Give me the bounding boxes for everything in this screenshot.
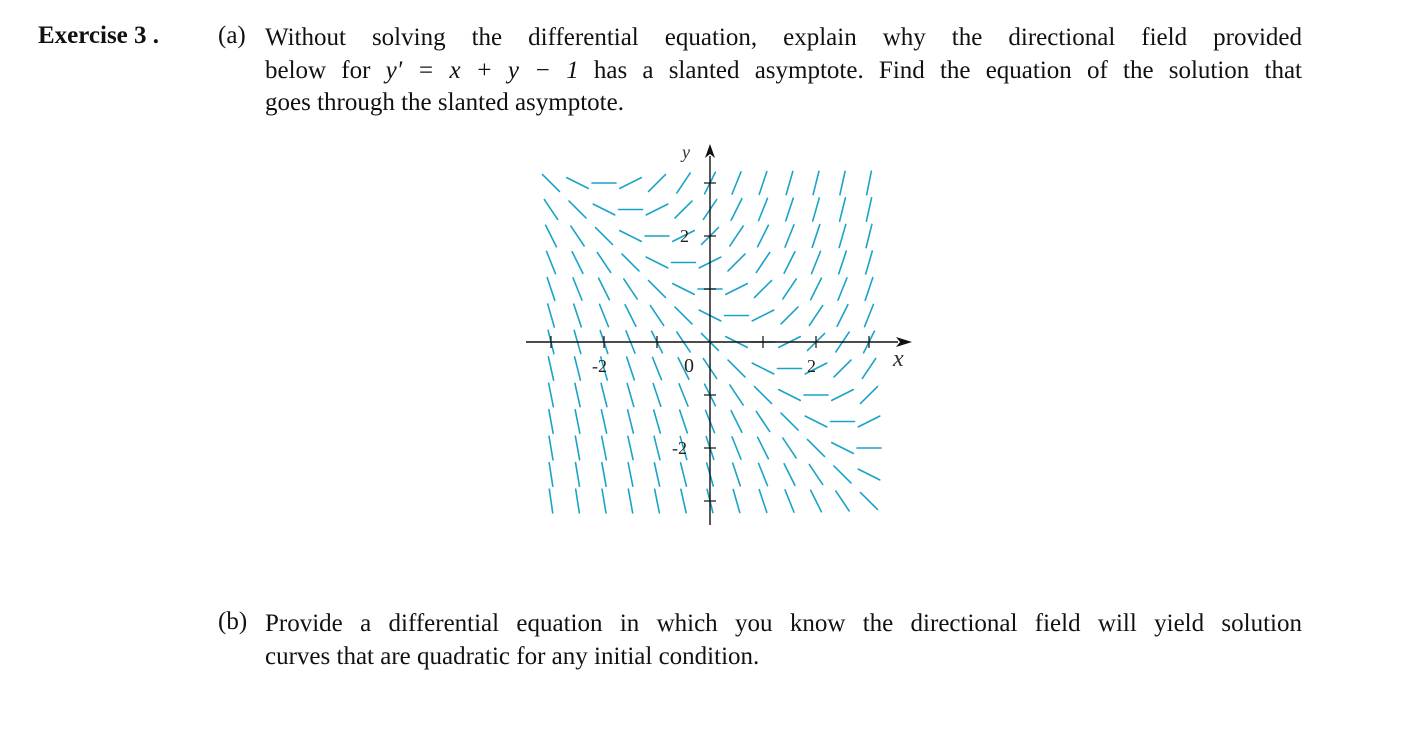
slope-segment (573, 278, 582, 300)
slope-segment (756, 412, 769, 432)
slope-segment (811, 490, 822, 511)
slope-segment (602, 489, 606, 513)
slope-segment (677, 173, 690, 193)
slope-segment (730, 226, 743, 246)
y-axis-arrow-icon (705, 144, 715, 158)
slope-segment (731, 199, 742, 220)
y-tick-label: -2 (672, 438, 687, 458)
slope-segment (646, 204, 667, 215)
slope-segment (728, 360, 745, 377)
slope-segment (733, 463, 741, 486)
slope-segment (574, 304, 582, 327)
slope-segment (654, 410, 661, 433)
slope-segment (601, 410, 606, 433)
slope-segment (862, 359, 875, 379)
slope-segment (730, 385, 743, 405)
slope-segment (576, 489, 580, 513)
x-tick-label: 2 (807, 356, 816, 376)
slope-segment (628, 410, 634, 433)
slope-segment (784, 252, 795, 273)
slope-segment (654, 463, 659, 486)
slope-segment (675, 201, 692, 218)
slope-segment (783, 279, 796, 299)
slope-segment (786, 198, 794, 221)
slope-segment (575, 410, 580, 434)
part-a-line-3: goes through the slanted asymptote. (265, 89, 624, 116)
slope-segment (752, 363, 773, 374)
slope-segment (839, 251, 847, 274)
slope-segment (836, 491, 849, 511)
slope-segment (867, 171, 872, 195)
slope-segment (812, 225, 820, 248)
y-axis-label: y (682, 142, 690, 162)
slope-segment (865, 304, 874, 326)
slope-segment (654, 436, 660, 459)
slope-segment (627, 383, 634, 406)
slope-segment (861, 493, 878, 510)
slope-segment (812, 251, 821, 273)
slope-segment (779, 390, 800, 401)
slope-segment (653, 357, 662, 379)
slope-segment (572, 252, 583, 273)
slope-segment (673, 284, 694, 295)
slope-segment (732, 437, 741, 459)
slope-segment (781, 413, 798, 430)
slope-segment (755, 281, 772, 298)
slope-segment (813, 198, 820, 221)
slope-segment (832, 443, 853, 454)
slope-segment (548, 304, 555, 327)
slope-segment (834, 466, 851, 483)
slope-segment (759, 198, 768, 220)
slope-segment (786, 171, 793, 194)
slope-segment (650, 306, 663, 326)
x-axis-label: x (893, 346, 904, 372)
part-b-label: (b) (218, 608, 248, 635)
slope-segment (646, 257, 667, 268)
part-b-text (265, 608, 1302, 673)
slope-segment (547, 251, 556, 273)
x-tick-label: -2 (592, 356, 607, 376)
slope-segment (809, 306, 822, 326)
part-b-line-2: curves that are quadratic for any initial condition. (265, 642, 760, 670)
slope-segment (620, 178, 641, 189)
slope-segment (576, 463, 580, 487)
slope-segment (759, 172, 767, 195)
slope-segment (549, 436, 553, 460)
slope-segment (575, 357, 581, 380)
slope-segment (628, 436, 633, 459)
slope-segment (655, 489, 660, 513)
slope-segment (624, 279, 637, 299)
slope-segment (571, 226, 584, 246)
slope-segment (546, 225, 557, 246)
slope-segment (758, 437, 769, 458)
slope-segment (781, 307, 798, 324)
slope-segment (649, 281, 666, 298)
slope-segment (838, 278, 847, 300)
slope-segment (726, 284, 747, 295)
slope-segment (549, 383, 554, 407)
slope-segment (602, 463, 606, 487)
slope-segment (752, 310, 773, 321)
slope-segment (733, 489, 740, 512)
slope-segment (543, 175, 560, 192)
slope-segment (596, 228, 613, 245)
exercise-heading: Exercise 3 . (38, 22, 160, 49)
part-b-line-1: Provide a differential equation in which you know the directional field will yield solution (265, 610, 1302, 637)
slope-segment (866, 198, 871, 221)
slope-segment (681, 463, 687, 486)
slope-segment (858, 469, 879, 480)
slope-segment (569, 201, 586, 218)
slope-segment (567, 178, 588, 189)
slope-segment (811, 278, 822, 299)
slope-segment (549, 463, 553, 487)
slope-segment (544, 200, 557, 220)
y-tick-label: 2 (680, 226, 689, 246)
slope-segment (858, 416, 879, 427)
slope-segment (783, 438, 796, 458)
slope-segment (599, 278, 610, 299)
slope-segment (832, 390, 853, 401)
slope-segment (785, 225, 794, 247)
part-a-text (265, 22, 1302, 120)
slope-segment (809, 465, 822, 485)
slope-segment (732, 172, 741, 194)
slope-segment (866, 224, 872, 247)
slope-segment (602, 436, 607, 460)
slope-segment (861, 387, 878, 404)
slope-segment (813, 171, 819, 194)
part-a-line-1: Without solving the differential equation, explain why the directional field provided (265, 24, 1302, 51)
slope-segment (622, 254, 639, 271)
part-a-line-2-after: has a slanted asymptote. Find the equation of the solution that (578, 56, 1302, 84)
slope-segment (785, 490, 794, 512)
slope-segment (865, 278, 873, 301)
slope-segment (628, 489, 632, 513)
slope-segment (784, 464, 795, 485)
direction-field-chart (520, 140, 920, 535)
slope-segment (575, 436, 579, 460)
part-a-line-2-before: below for (265, 56, 386, 84)
slope-segment (759, 490, 767, 513)
slope-segment (628, 463, 633, 487)
part-a-label: (a) (218, 22, 246, 49)
slope-segment (600, 304, 609, 326)
slope-segment (755, 387, 772, 404)
slope-segment (805, 416, 826, 427)
part-a-equation: y′ = x + y − 1 (385, 56, 579, 84)
slope-segment (575, 383, 580, 406)
part-a-line-2 (265, 55, 1302, 88)
slope-segment (653, 384, 661, 407)
slope-segment (866, 251, 873, 274)
slope-segment (547, 278, 555, 301)
slope-segment (756, 253, 769, 273)
slope-segment (679, 384, 688, 406)
slope-segment (675, 307, 692, 324)
slope-segment (837, 305, 848, 326)
slope-segment (840, 171, 845, 194)
slope-segment (627, 357, 635, 380)
slope-segment (597, 253, 610, 273)
slope-segment (601, 383, 607, 406)
slope-segment (548, 357, 553, 380)
slope-segment (834, 360, 851, 377)
slope-segment (728, 254, 745, 271)
slope-segment (808, 440, 825, 457)
origin-label: 0 (684, 355, 694, 377)
slope-segment (620, 231, 641, 242)
slope-segment (759, 463, 768, 485)
slope-segment (731, 411, 742, 432)
slope-segment (680, 410, 688, 433)
slope-segment (549, 410, 553, 434)
slope-segment (840, 198, 846, 221)
slope-segment (758, 225, 769, 246)
slope-segment (649, 175, 666, 192)
chart-axes (526, 144, 912, 525)
slope-segment (625, 305, 636, 326)
slope-segment (839, 224, 846, 247)
slope-segment (681, 489, 686, 512)
slope-segment (593, 204, 614, 215)
slope-segment (549, 489, 552, 513)
